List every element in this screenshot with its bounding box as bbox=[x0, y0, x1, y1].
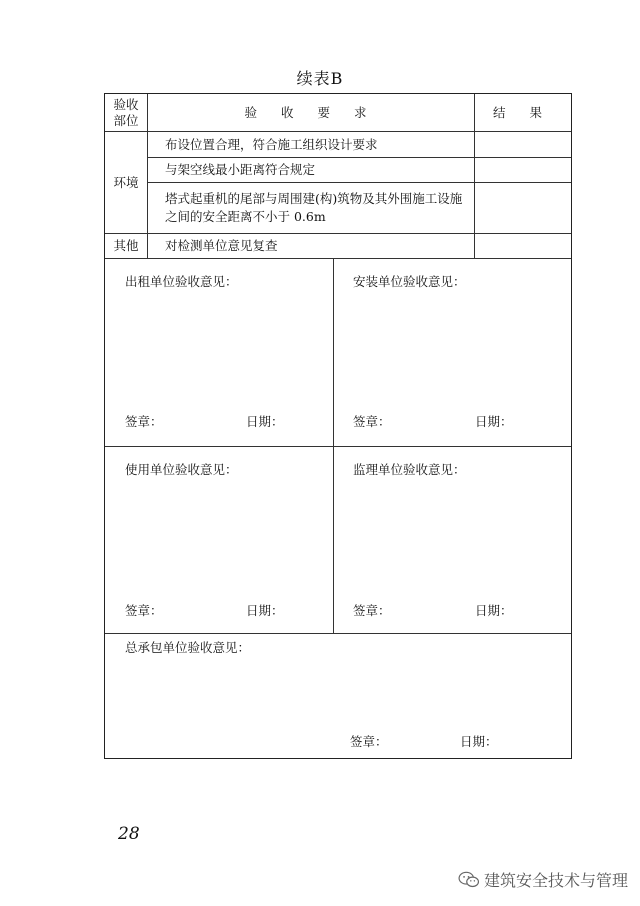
row-divider bbox=[105, 446, 571, 447]
date-label: 日期： bbox=[246, 603, 284, 618]
wechat-icon bbox=[458, 871, 480, 889]
row-divider bbox=[105, 633, 571, 634]
seal-label: 签章： bbox=[125, 603, 163, 618]
acceptance-form bbox=[104, 93, 572, 759]
user-opinion-label: 使用单位验收意见： bbox=[125, 462, 238, 477]
row-divider bbox=[105, 258, 571, 259]
seal-label: 签章： bbox=[350, 734, 388, 749]
rental-opinion-label: 出租单位验收意见： bbox=[125, 274, 238, 289]
row-divider bbox=[147, 157, 571, 158]
watermark bbox=[458, 868, 628, 891]
general-contractor-opinion-label: 总承包单位验收意见： bbox=[125, 640, 251, 655]
page-number: 28 bbox=[118, 824, 140, 844]
seal-label: 签章： bbox=[125, 414, 163, 429]
part-environment: 环境 bbox=[113, 175, 139, 190]
date-label: 日期： bbox=[460, 734, 498, 749]
date-label: 日期： bbox=[246, 414, 284, 429]
requirement-cell: 布设位置合理，符合施工组织设计要求 bbox=[165, 137, 378, 152]
watermark-text: 建筑安全技术与管理 bbox=[484, 871, 629, 890]
header-result: 结 果 bbox=[493, 105, 552, 120]
row-divider bbox=[147, 182, 571, 183]
row-divider bbox=[105, 233, 571, 234]
header-part: 验收 部位 bbox=[113, 97, 139, 128]
date-label: 日期： bbox=[475, 414, 513, 429]
requirement-cell: 与架空线最小距离符合规定 bbox=[165, 162, 316, 177]
seal-label: 签章： bbox=[353, 603, 391, 618]
requirement-cell: 塔式起重机的尾部与周围建(构)筑物及其外围施工设施之间的安全距离不小于 0.6m bbox=[165, 191, 463, 224]
header-requirement: 验 收 要 求 bbox=[244, 105, 377, 120]
seal-label: 签章： bbox=[353, 414, 391, 429]
part-other: 其他 bbox=[113, 238, 139, 253]
install-opinion-label: 安装单位验收意见： bbox=[353, 274, 466, 289]
requirement-cell: 对检测单位意见复查 bbox=[165, 238, 278, 253]
row-divider bbox=[105, 131, 571, 132]
table-title: 续表B bbox=[296, 69, 344, 88]
date-label: 日期： bbox=[475, 603, 513, 618]
supervision-opinion-label: 监理单位验收意见： bbox=[353, 462, 466, 477]
column-divider bbox=[333, 258, 334, 633]
